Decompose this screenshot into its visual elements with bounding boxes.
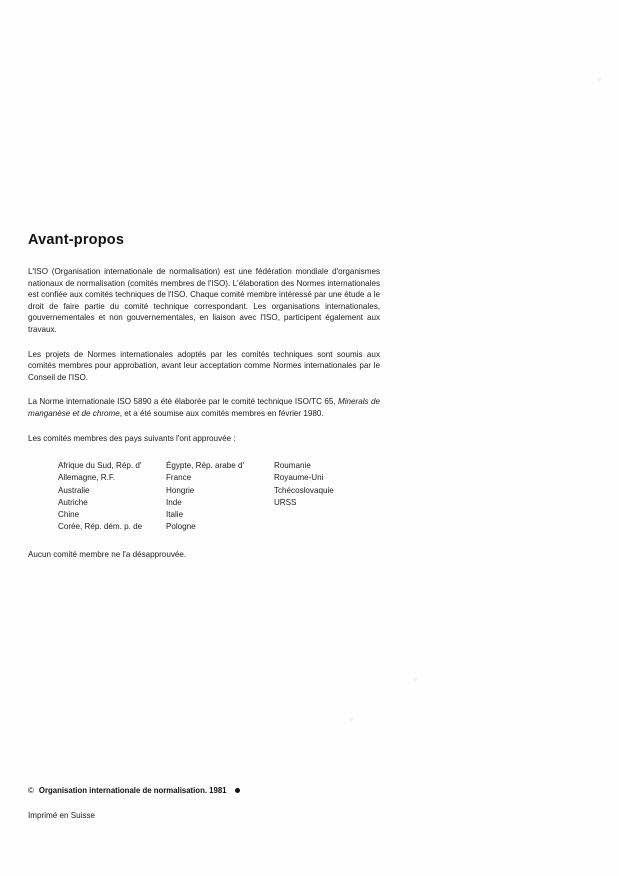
list-item: Corée, Rép. dém. p. de	[58, 522, 143, 532]
foreword-paragraph-2: Les projets de Normes internationales adoptés par les comités techniques sont soumis aux comités membres pour approbation, avant leur acceptation comme Normes internationales par le Conseil de l'ISO.	[28, 349, 380, 382]
page-title: Avant-propos	[28, 232, 125, 248]
standard-origin-paragraph	[28, 396, 380, 419]
approval-line: Les comités membres des pays suivants l'ont approuvée :	[28, 433, 236, 443]
bullet-icon	[235, 788, 240, 793]
disapproval-line: Aucun comité membre ne l'a désapprouvée.	[28, 550, 187, 560]
list-item: Roumanie	[273, 461, 311, 471]
footer-copyright	[28, 786, 448, 795]
printed-in-line: Imprimé en Suisse	[28, 811, 96, 820]
list-item: Allemagne, R.F.	[58, 473, 116, 483]
list-item: Pologne	[165, 522, 196, 532]
copyright-line	[28, 786, 448, 795]
list-item: Tchécoslovaquie	[273, 485, 334, 495]
standard-title-italic: Minerals de manganèse et de chrome	[28, 397, 380, 418]
copyright-text: Organisation internationale de normalisation. 1981	[38, 786, 227, 795]
list-item: France	[165, 473, 192, 483]
country-column-1	[58, 460, 166, 533]
paper-speck	[414, 678, 417, 681]
list-item: URSS	[273, 497, 297, 507]
paper-speck	[350, 718, 353, 721]
country-column-2	[166, 460, 274, 533]
country-column-3	[274, 460, 380, 533]
list-item: Royaume-Uni	[273, 473, 324, 483]
standard-origin-prefix: La Norme internationale ISO 5890 a été élaborée par le comité technique ISO/TC 65,	[28, 397, 338, 407]
copyright-icon: ©	[28, 786, 34, 795]
list-item: Inde	[165, 497, 182, 507]
list-item: Égypte, Rép. arabe d'	[165, 461, 245, 471]
list-item: Chine	[58, 509, 80, 519]
list-item: Italie	[165, 509, 184, 519]
foreword-paragraph-1: L'ISO (Organisation internationale de normalisation) est une fédération mondiale d'organismes nationaux de normalisation (comités membres de l'ISO). L'élaboration des Normes internationales est confiée aux comités techniques de l'ISO. Chaque comité membre intéressé par une étude a le droit de faire partie du comité technique correspondant. Les organisations internationales, gouvernementales et non gouvernementales, en liaison avec l'ISO, participent également aux travaux.	[28, 267, 380, 334]
document-body	[28, 232, 380, 561]
list-item: Hongrie	[165, 485, 195, 495]
approving-countries-list	[58, 460, 380, 533]
list-item: Afrique du Sud, Rép. d'	[58, 461, 142, 471]
list-item: Autriche	[58, 497, 88, 507]
standard-origin-suffix: , et a été soumise aux comités membres en février 1980.	[119, 408, 324, 418]
list-item: Australie	[58, 485, 90, 495]
paper-speck	[598, 78, 601, 81]
